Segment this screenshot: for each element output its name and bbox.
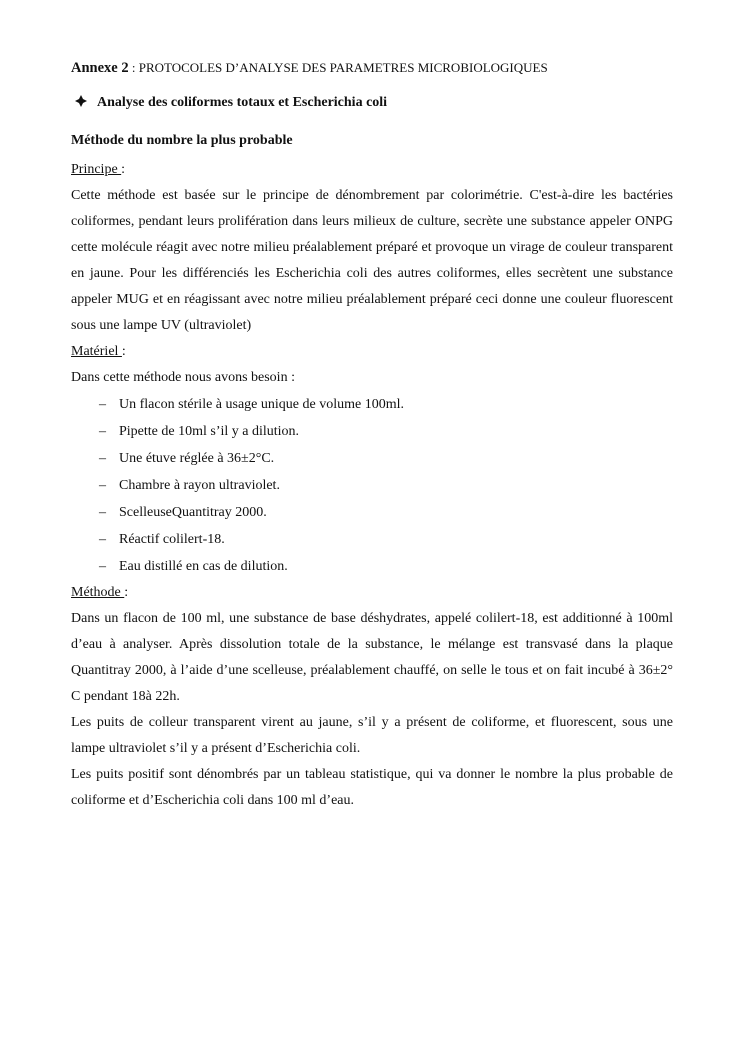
principe-colon: : xyxy=(121,162,126,177)
dash-bullet: – xyxy=(99,424,106,439)
materiel-heading xyxy=(71,339,673,365)
diamond-bullet-icon xyxy=(75,93,95,113)
section-heading xyxy=(71,93,673,113)
principe-heading xyxy=(71,157,673,183)
list-item: – Un flacon stérile à usage unique de volume 100ml. xyxy=(71,391,673,418)
methode-paragraph: Dans un flacon de 100 ml, une substance de base déshydrates, appelé colilert-18, est additionné à 100ml d’eau à analyser. Après dissolution totale de la substance, le mélange est transvasé dans la plaque Quantitray 2000, à l’aide d’une scelleuse, préalablement chauffé, on selle le tous et on fait incubé à 36±2° C pendant 18à 22h. xyxy=(71,611,673,704)
materiel-list xyxy=(71,391,673,580)
list-item: – Chambre à rayon ultraviolet. xyxy=(71,472,673,499)
list-item: – Pipette de 10ml s’il y a dilution. xyxy=(71,418,673,445)
dash-bullet: – xyxy=(99,397,106,412)
dash-bullet: – xyxy=(99,532,106,547)
list-item: – Une étuve réglée à 36±2°C. xyxy=(71,445,673,472)
list-item: – ScelleuseQuantitray 2000. xyxy=(71,499,673,526)
annex-heading xyxy=(71,58,673,79)
annex-separator: : xyxy=(128,60,139,75)
materiel-colon: : xyxy=(121,344,126,359)
section-title: Analyse des coliformes totaux et Escherichia coli xyxy=(97,95,388,110)
materiel-intro: Dans cette méthode nous avons besoin : xyxy=(71,370,295,385)
dash-bullet: – xyxy=(99,478,106,493)
list-item: – Eau distillé en cas de dilution. xyxy=(71,553,673,580)
annex-title: PROTOCOLES D’ANALYSE DES PARAMETRES MICROBIOLOGIQUES xyxy=(138,60,548,75)
dash-bullet: – xyxy=(99,505,106,520)
methode-paragraph: Les puits positif sont dénombrés par un tableau statistique, qui va donner le nombre la plus probable de coliforme et d’Escherichia coli dans 100 ml d’eau. xyxy=(71,767,673,808)
dash-bullet: – xyxy=(99,559,106,574)
principe-text: Cette méthode est basée sur le principe de dénombrement par colorimétrie. C'est-à-dire les bactéries coliformes, pendant leurs prolifération dans leurs milieux de culture, secrète une substance appeler ONPG cette molécule réagit avec notre milieu préalablement préparé et provoque un virage de couleur transparent en jaune. Pour les différenciés les Escherichia coli des autres coliformes, elles secrètent une substance appeler MUG et en réagissant avec notre milieu préalablement préparé ceci donne une couleur fluorescent sous une lampe UV (ultraviolet) xyxy=(71,188,673,333)
methode-paragraph: Les puits de colleur transparent virent au jaune, s’il y a présent de coliforme, et fluorescent, sous une lampe ultraviolet s’il y a présent d’Escherichia coli. xyxy=(71,715,673,756)
annex-label: Annexe 2 xyxy=(71,60,129,76)
list-item: – Réactif colilert-18. xyxy=(71,526,673,553)
methode-colon: : xyxy=(124,585,129,600)
principe-label: Principe xyxy=(71,162,122,177)
materiel-label: Matériel xyxy=(71,344,122,359)
document-page xyxy=(71,58,673,814)
dash-bullet: – xyxy=(99,451,106,466)
method-title: Méthode du nombre la plus probable xyxy=(71,133,293,148)
methode-heading xyxy=(71,580,673,606)
methode-label: Méthode xyxy=(71,585,125,600)
